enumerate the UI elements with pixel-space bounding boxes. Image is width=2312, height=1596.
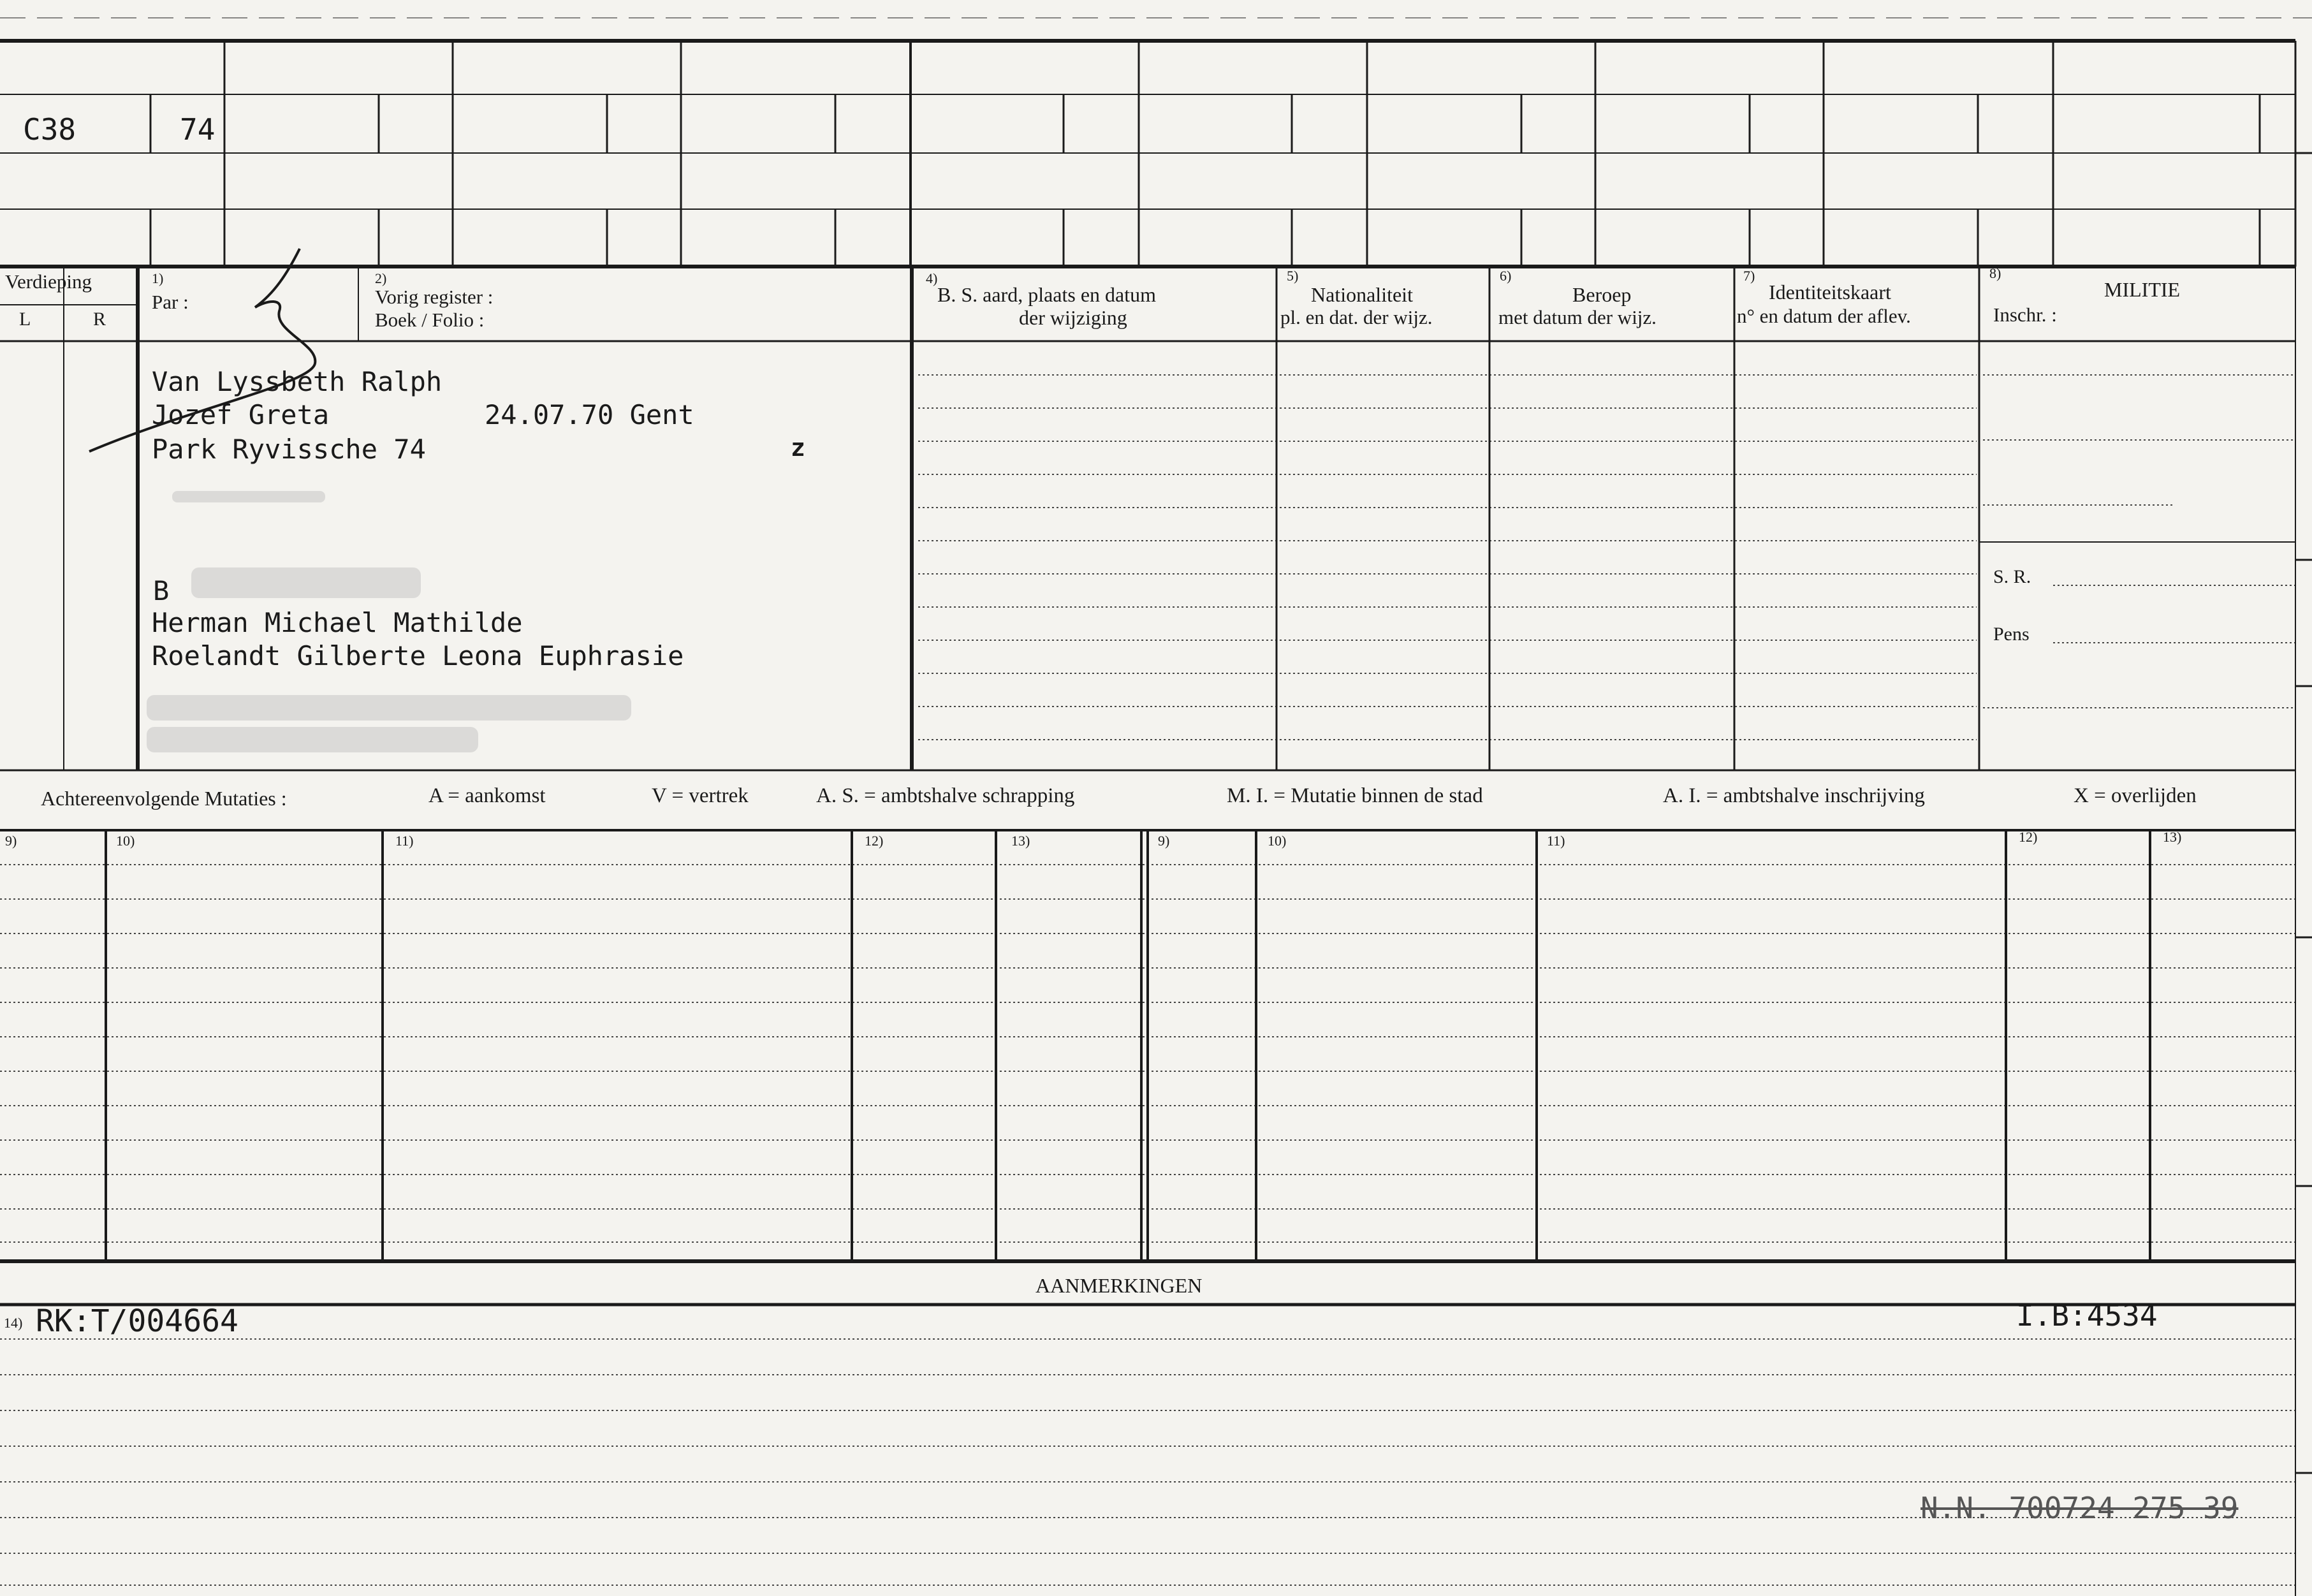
sr-label: S. R. [1993,566,2031,587]
legend-overlijden: X = overlijden [2074,784,2197,807]
mut-col9: 9) [5,833,17,849]
mutations-title: Achtereenvolgende Mutaties : [41,787,287,810]
verdieping-label: Verdieping [5,270,92,293]
col1-number: 1) [152,270,164,286]
beroep-label: Beroep [1572,283,1632,306]
remarks-ib: I.B:4534 [2016,1298,2158,1333]
person-name: Van Lyssbeth Ralph [152,366,443,397]
b-label: B [153,575,170,606]
header-number: 74 [180,112,216,147]
mut-col9-right: 9) [1158,833,1170,849]
bs-label: B. S. aard, plaats en datum [937,283,1157,306]
nationaliteit-label: Nationaliteit [1311,283,1413,306]
mut-col11-right: 11) [1547,833,1565,849]
mut-col11: 11) [395,833,414,849]
par-label: Par : [152,291,189,313]
remarks-nn: N.N. 700724 275 39 [1921,1491,2239,1525]
person-address: Park Ryvissche 74 [152,434,426,465]
militie-label: MILITIE [2104,278,2181,301]
nationaliteit-sub: pl. en dat. der wijz. [1280,306,1433,328]
col2-number: 2) [375,270,387,286]
remarks-reference: RK:T/004664 [36,1303,238,1339]
mut-col10: 10) [116,833,135,849]
parent-father: Herman Michael Mathilde [152,607,523,638]
remarks-title: AANMERKINGEN [1035,1274,1203,1297]
col4-number: 4) [926,270,938,286]
left-label: L [19,309,31,330]
boek-folio-label: Boek / Folio : [375,309,485,331]
mut-col13: 13) [1011,833,1030,849]
legend-schrapping: A. S. = ambtshalve schrapping [816,784,1075,807]
identiteitskaart-label: Identiteitskaart [1769,281,1891,304]
col7-number: 7) [1743,268,1755,284]
legend-vertrek: V = vertrek [652,784,749,807]
col5-number: 5) [1287,268,1299,284]
person-birth: 24.07.70 Gent [485,399,694,430]
header-code: C38 [23,112,77,147]
mut-col12: 12) [865,833,884,849]
wijziging-label: der wijziging [1019,306,1127,329]
col6-number: 6) [1500,268,1512,284]
mut-col13-right: 13) [2163,829,2182,845]
inschr-label: Inschr. : [1993,304,2057,326]
legend-inschrijving: A. I. = ambtshalve inschrijving [1663,784,1925,807]
mut-col10-right: 10) [1268,833,1287,849]
vorig-register-label: Vorig register : [375,286,494,308]
legend-mutatie: M. I. = Mutatie binnen de stad [1227,784,1483,807]
legend-aankomst: A = aankomst [428,784,546,807]
col8-number: 8) [1989,265,2001,281]
beroep-sub: met datum der wijz. [1498,306,1657,328]
person-mark: z [791,434,805,462]
person-firstnames: Jozef Greta [152,399,330,430]
remarks-number: 14) [4,1315,23,1331]
right-label: R [93,309,106,330]
pens-label: Pens [1993,624,2030,645]
parent-mother: Roelandt Gilberte Leona Euphrasie [152,640,684,671]
mut-col12-right: 12) [2019,829,2038,845]
identiteitskaart-sub: n° en datum der aflev. [1737,305,1911,327]
